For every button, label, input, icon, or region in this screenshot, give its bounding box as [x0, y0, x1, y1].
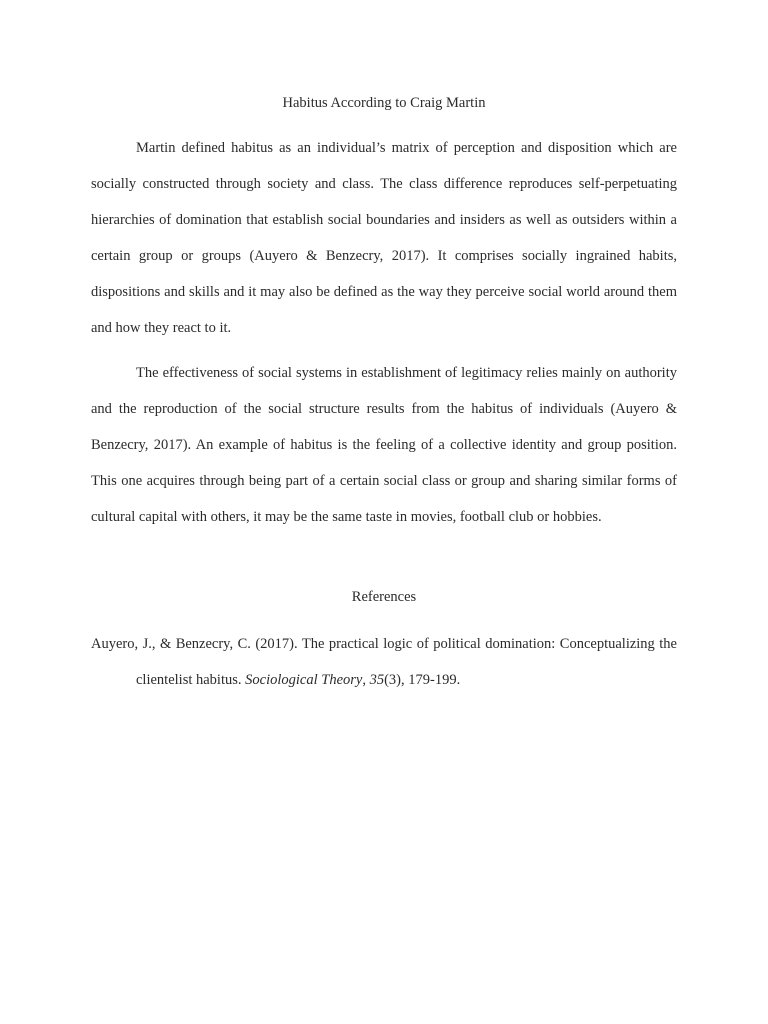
reference-issue-pages: (3), 179-199.	[384, 672, 461, 688]
reference-separator: ,	[362, 672, 370, 688]
body-paragraph-1: Martin defined habitus as an individual’s matrix of perception and disposition which are socially constructed through society and class. The class difference reproduces self-perpetuating hierarchies of domination that establish social boundaries and insiders as well as outsiders within a certain group or groups (Auyero & Benzecry, 2017). It comprises socially ingrained habits, dispositions and skills and it may also be defined as the way they perceive social world around them and how they react to it.	[91, 140, 677, 336]
document-page	[91, 0, 677, 1024]
reference-authors-title: Auyero, J., & Benzecry, C. (2017). The practical logic of political domination: Conceptualizing the clientelist habitus.	[91, 636, 677, 688]
reference-entry	[91, 626, 677, 698]
reference-volume: 35	[369, 672, 385, 688]
references-heading: References	[351, 589, 417, 605]
body-paragraph-2: The effectiveness of social systems in establishment of legitimacy relies mainly on authority and the reproduction of the social structure results from the habitus of individuals (Auyero & Benzecry, 2017). An example of habitus is the feeling of a collective identity and group position. This one acquires through being part of a certain social class or group and sharing similar forms of cultural capital with others, it may be the same taste in movies, football club or hobbies.	[91, 365, 677, 525]
document-title: Habitus According to Craig Martin	[282, 95, 486, 111]
reference-journal: Sociological Theory	[245, 672, 363, 688]
